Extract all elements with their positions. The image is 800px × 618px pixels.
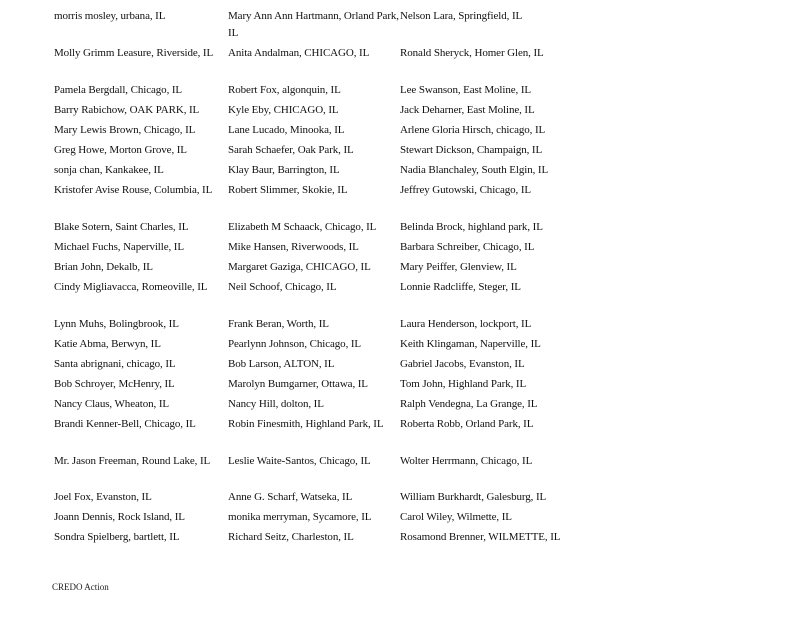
signer-entry: Sondra Spielberg, bartlett, IL (54, 531, 180, 543)
signer-entry: Carol Wiley, Wilmette, IL (400, 511, 512, 523)
signer-entry: Pamela Bergdall, Chicago, IL (54, 84, 183, 96)
signer-entry: Neil Schoof, Chicago, IL (228, 281, 337, 293)
signer-entry: Klay Baur, Barrington, IL (228, 164, 340, 176)
signer-entry: Margaret Gaziga, CHICAGO, IL (228, 261, 371, 273)
signer-entry: Richard Seitz, Charleston, IL (228, 531, 354, 543)
signer-entry: Robert Fox, algonquin, IL (228, 84, 341, 96)
signer-entry: Nancy Claus, Wheaton, IL (54, 398, 170, 410)
signer-entry: Katie Abma, Berwyn, IL (54, 338, 161, 350)
signer-entry: Anne G. Scharf, Watseka, IL (228, 491, 353, 503)
signer-entry: Anita Andalman, CHICAGO, IL (228, 47, 370, 59)
signer-entry: Brian John, Dekalb, IL (54, 261, 153, 273)
signer-entry: Ralph Vendegna, La Grange, IL (400, 398, 538, 410)
signer-entry: Jack Deharner, East Moline, IL (400, 104, 535, 116)
signer-entry: Brandi Kenner-Bell, Chicago, IL (54, 418, 196, 430)
signer-entry: Belinda Brock, highland park, IL (400, 221, 543, 233)
signer-entry: Greg Howe, Morton Grove, IL (54, 144, 187, 156)
signer-entry: Barbara Schreiber, Chicago, IL (400, 241, 535, 253)
signer-entry: Lane Lucado, Minooka, IL (228, 124, 345, 136)
signer-entry: Leslie Waite-Santos, Chicago, IL (228, 455, 371, 467)
signer-entry: Bob Schroyer, McHenry, IL (54, 378, 175, 390)
signer-entry: monika merryman, Sycamore, IL (228, 511, 372, 523)
signer-entry: Robin Finesmith, Highland Park, IL (228, 418, 384, 430)
signer-entry: Molly Grimm Leasure, Riverside, IL (54, 47, 214, 59)
signer-entry: Marolyn Bumgarner, Ottawa, IL (228, 378, 368, 390)
signer-entry: Cindy Migliavacca, Romeoville, IL (54, 281, 208, 293)
footer-source: CREDO Action (52, 582, 109, 592)
signer-entry: Roberta Robb, Orland Park, IL (400, 418, 534, 430)
signer-entry: Keith Klingaman, Naperville, IL (400, 338, 541, 350)
signer-entry: Jeffrey Gutowski, Chicago, IL (400, 184, 532, 196)
signer-entry: Santa abrignani, chicago, IL (54, 358, 176, 370)
signer-entry: Lee Swanson, East Moline, IL (400, 84, 532, 96)
signer-entry: Kyle Eby, CHICAGO, IL (228, 104, 339, 116)
signer-entry: Pearlynn Johnson, Chicago, IL (228, 338, 362, 350)
signer-entry: Ronald Sheryck, Homer Glen, IL (400, 47, 544, 59)
signer-entry: William Burkhardt, Galesburg, IL (400, 491, 547, 503)
signer-entry: Mr. Jason Freeman, Round Lake, IL (54, 455, 211, 467)
signer-entry: Tom John, Highland Park, IL (400, 378, 527, 390)
signer-entry: Nelson Lara, Springfield, IL (400, 10, 523, 22)
signer-entry: Mary Ann Ann Hartmann, Orland Park, IL (228, 10, 399, 39)
signer-entry: Sarah Schaefer, Oak Park, IL (228, 144, 354, 156)
signer-entry: Mike Hansen, Riverwoods, IL (228, 241, 359, 253)
signer-entry: Michael Fuchs, Naperville, IL (54, 241, 184, 253)
signer-entry: Mary Peiffer, Glenview, IL (400, 261, 517, 273)
signer-entry: Rosamond Brenner, WILMETTE, IL (400, 531, 561, 543)
signer-entry: sonja chan, Kankakee, IL (54, 164, 164, 176)
signer-entry: Robert Slimmer, Skokie, IL (228, 184, 348, 196)
signer-entry: Barry Rabichow, OAK PARK, IL (54, 104, 200, 116)
signer-entry: Gabriel Jacobs, Evanston, IL (400, 358, 525, 370)
signer-entry: Nadia Blanchaley, South Elgin, IL (400, 164, 549, 176)
signer-entry: Frank Beran, Worth, IL (228, 318, 329, 330)
signer-entry: Arlene Gloria Hirsch, chicago, IL (400, 124, 546, 136)
signer-entry: Blake Sotern, Saint Charles, IL (54, 221, 189, 233)
signer-entry: Laura Henderson, lockport, IL (400, 318, 532, 330)
signer-entry: morris mosley, urbana, IL (54, 10, 166, 22)
signer-entry: Elizabeth M Schaack, Chicago, IL (228, 221, 377, 233)
signer-entry: Lonnie Radcliffe, Steger, IL (400, 281, 521, 293)
signer-entry: Joann Dennis, Rock Island, IL (54, 511, 185, 523)
signer-entry: Lynn Muhs, Bolingbrook, IL (54, 318, 179, 330)
signer-entry: Joel Fox, Evanston, IL (54, 491, 152, 503)
signer-entry: Wolter Herrmann, Chicago, IL (400, 455, 533, 467)
signer-entry: Mary Lewis Brown, Chicago, IL (54, 124, 196, 136)
signer-entry: Nancy Hill, dolton, IL (228, 398, 324, 410)
signer-entry: Stewart Dickson, Champaign, IL (400, 144, 543, 156)
signer-entry: Bob Larson, ALTON, IL (228, 358, 335, 370)
signer-entry: Kristofer Avise Rouse, Columbia, IL (54, 184, 213, 196)
